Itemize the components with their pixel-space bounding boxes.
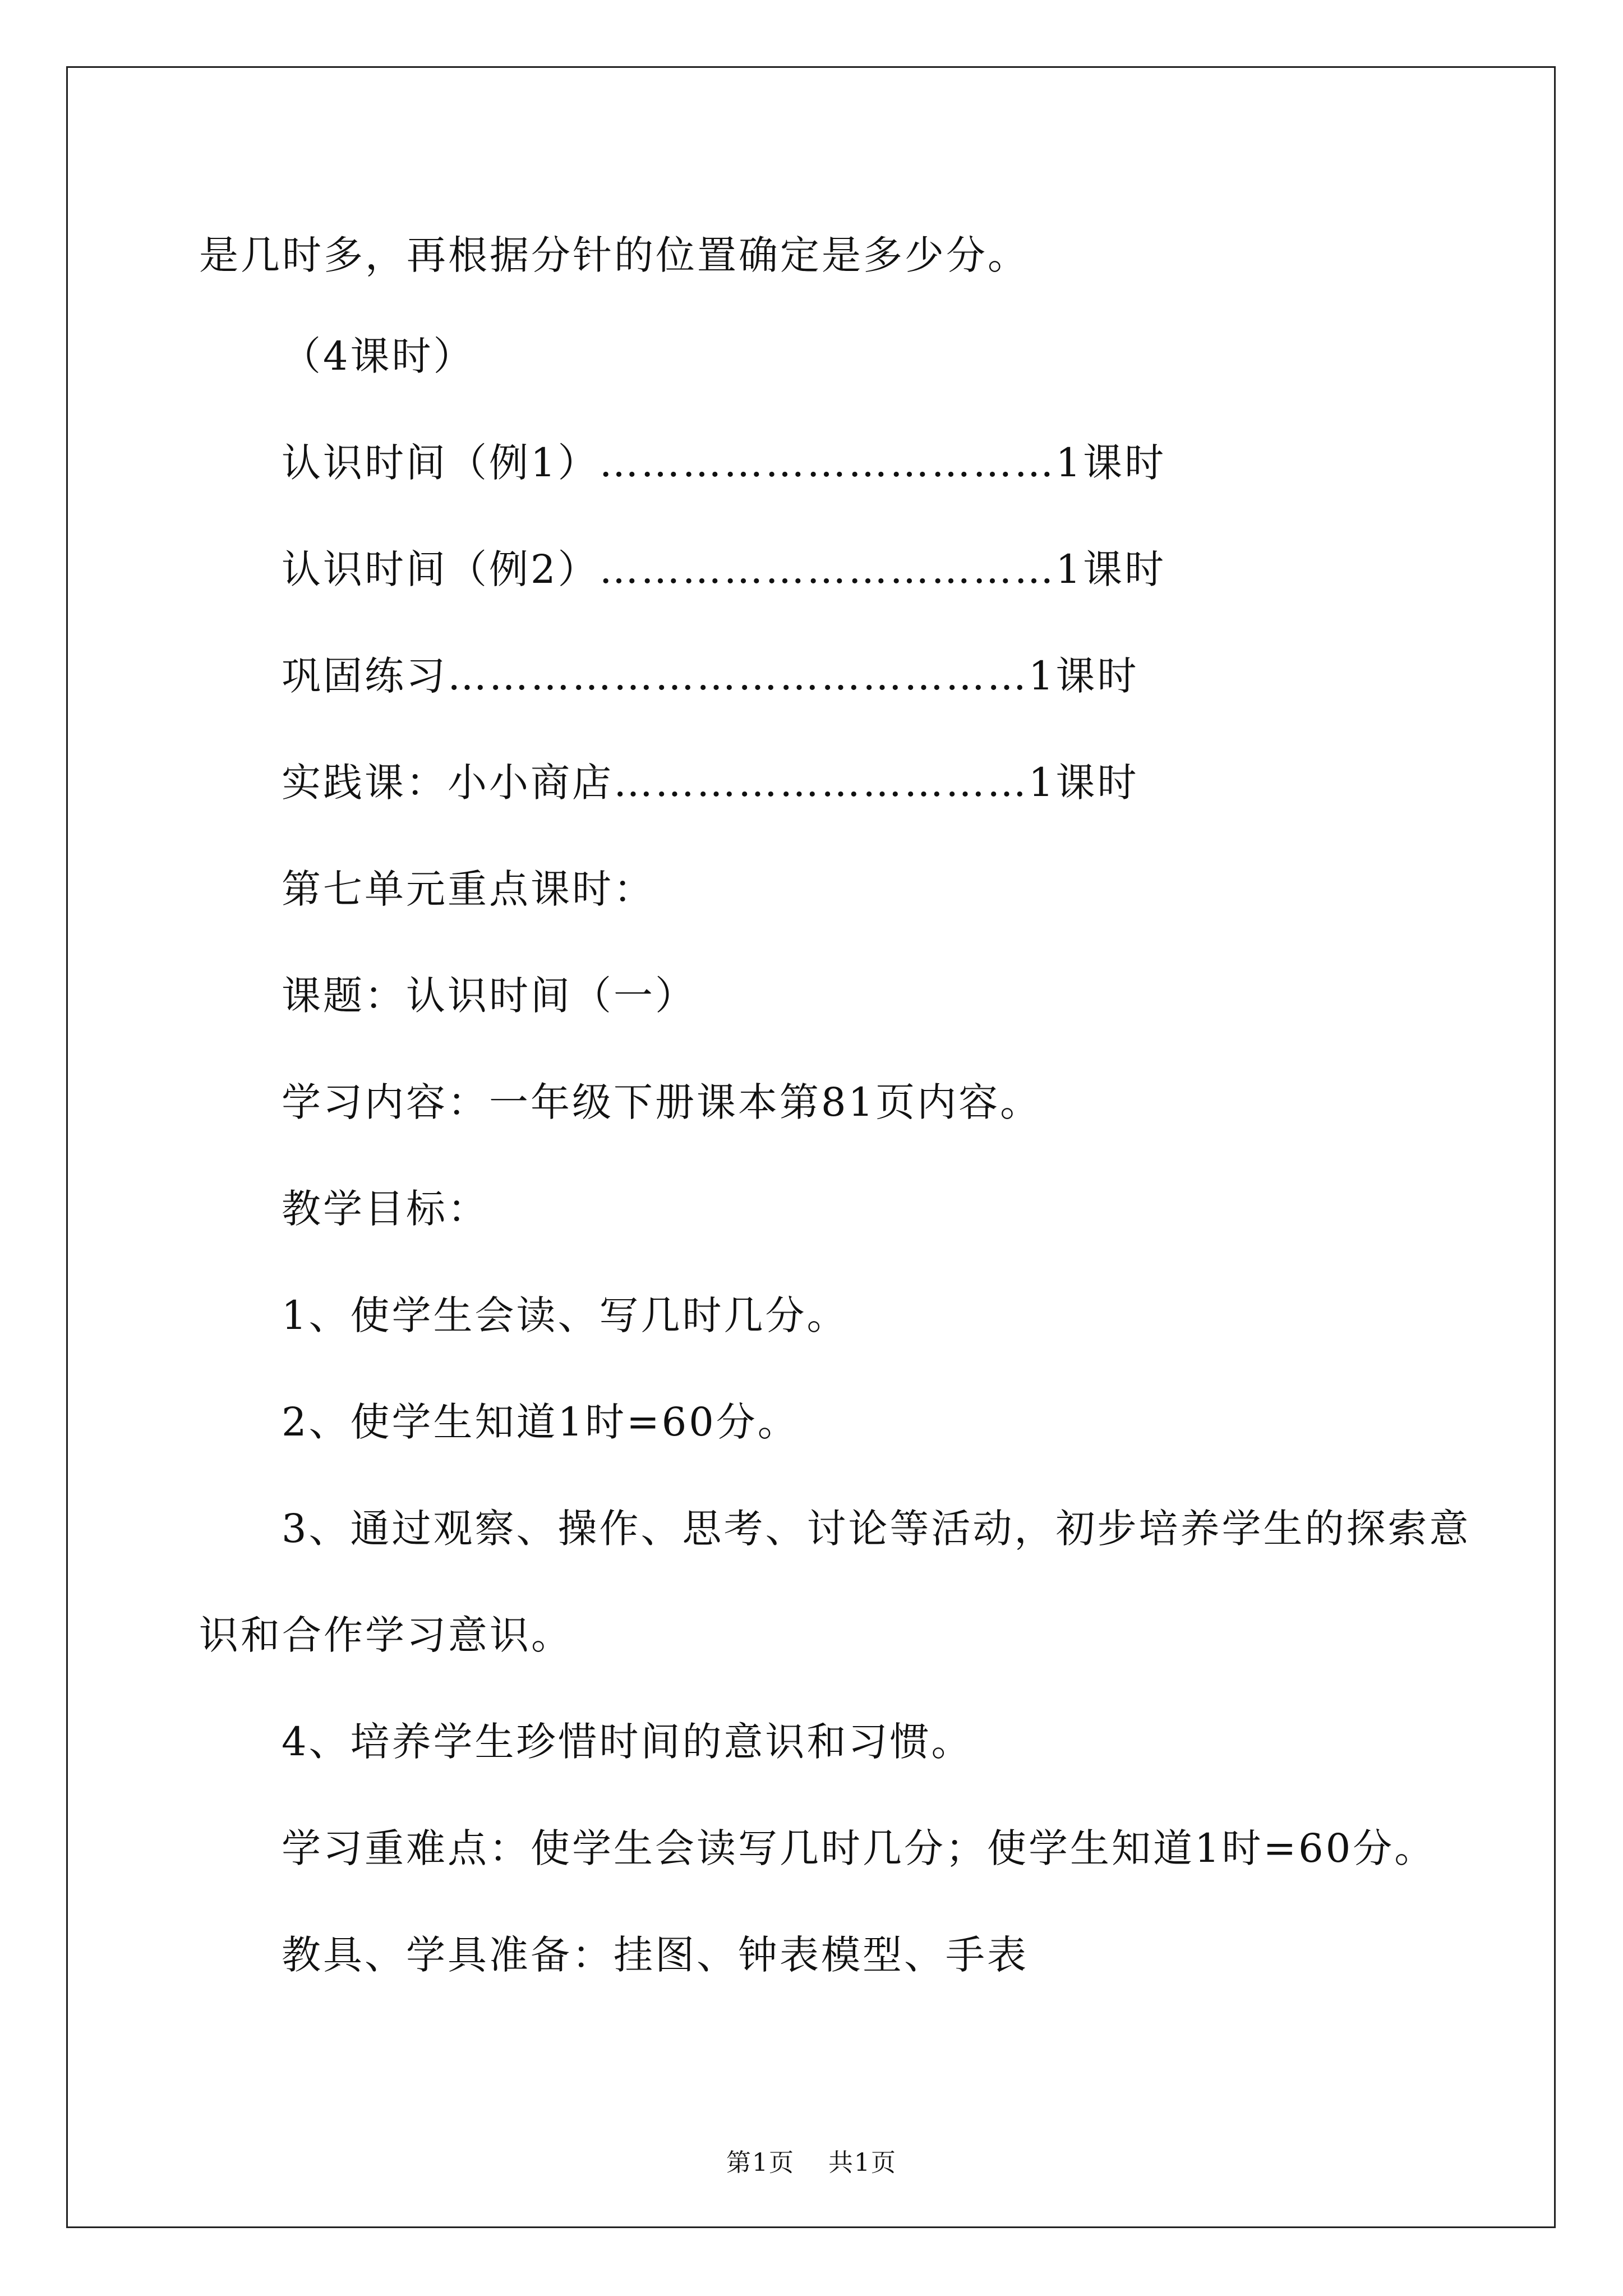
- text-line: 识和合作学习意识。: [199, 1612, 573, 1658]
- objective-item: 2、使学生知道1时=60分。: [282, 1399, 799, 1445]
- page-frame: [66, 66, 1556, 2228]
- objective-item: 3、通过观察、操作、思考、讨论等活动，初步培养学生的探索意: [282, 1506, 1471, 1552]
- text-line: （4课时）: [282, 333, 475, 379]
- section-heading: 第七单元重点课时：: [282, 866, 655, 912]
- text-line: 学习重难点：使学生会读写几时几分；使学生知道1时=60分。: [282, 1825, 1436, 1871]
- objective-item: 1、使学生会读、写几时几分。: [282, 1292, 849, 1338]
- page-footer: [0, 2146, 1623, 2180]
- lesson-title: 课题：认识时间（一）: [282, 973, 697, 1019]
- text-line: 巩固练习……………………………………1课时: [282, 653, 1139, 699]
- text-line: 实践课：小小商店…………………………1课时: [282, 760, 1139, 806]
- text-line: 认识时间（例2）……………………………1课时: [282, 546, 1166, 592]
- objectives-heading: 教学目标：: [282, 1186, 489, 1232]
- page-total: 共1页: [828, 2148, 897, 2177]
- text-line: 学习内容：一年级下册课本第81页内容。: [282, 1079, 1042, 1125]
- text-line: 认识时间（例1）……………………………1课时: [282, 440, 1166, 486]
- page-number: 第1页: [726, 2148, 795, 2177]
- text-line: 是几时多，再根据分针的位置确定是多少分。: [199, 232, 1029, 278]
- objective-item: 4、培养学生珍惜时间的意识和习惯。: [282, 1719, 973, 1765]
- text-line: 教具、学具准备：挂图、钟表模型、手表: [282, 1932, 1029, 1978]
